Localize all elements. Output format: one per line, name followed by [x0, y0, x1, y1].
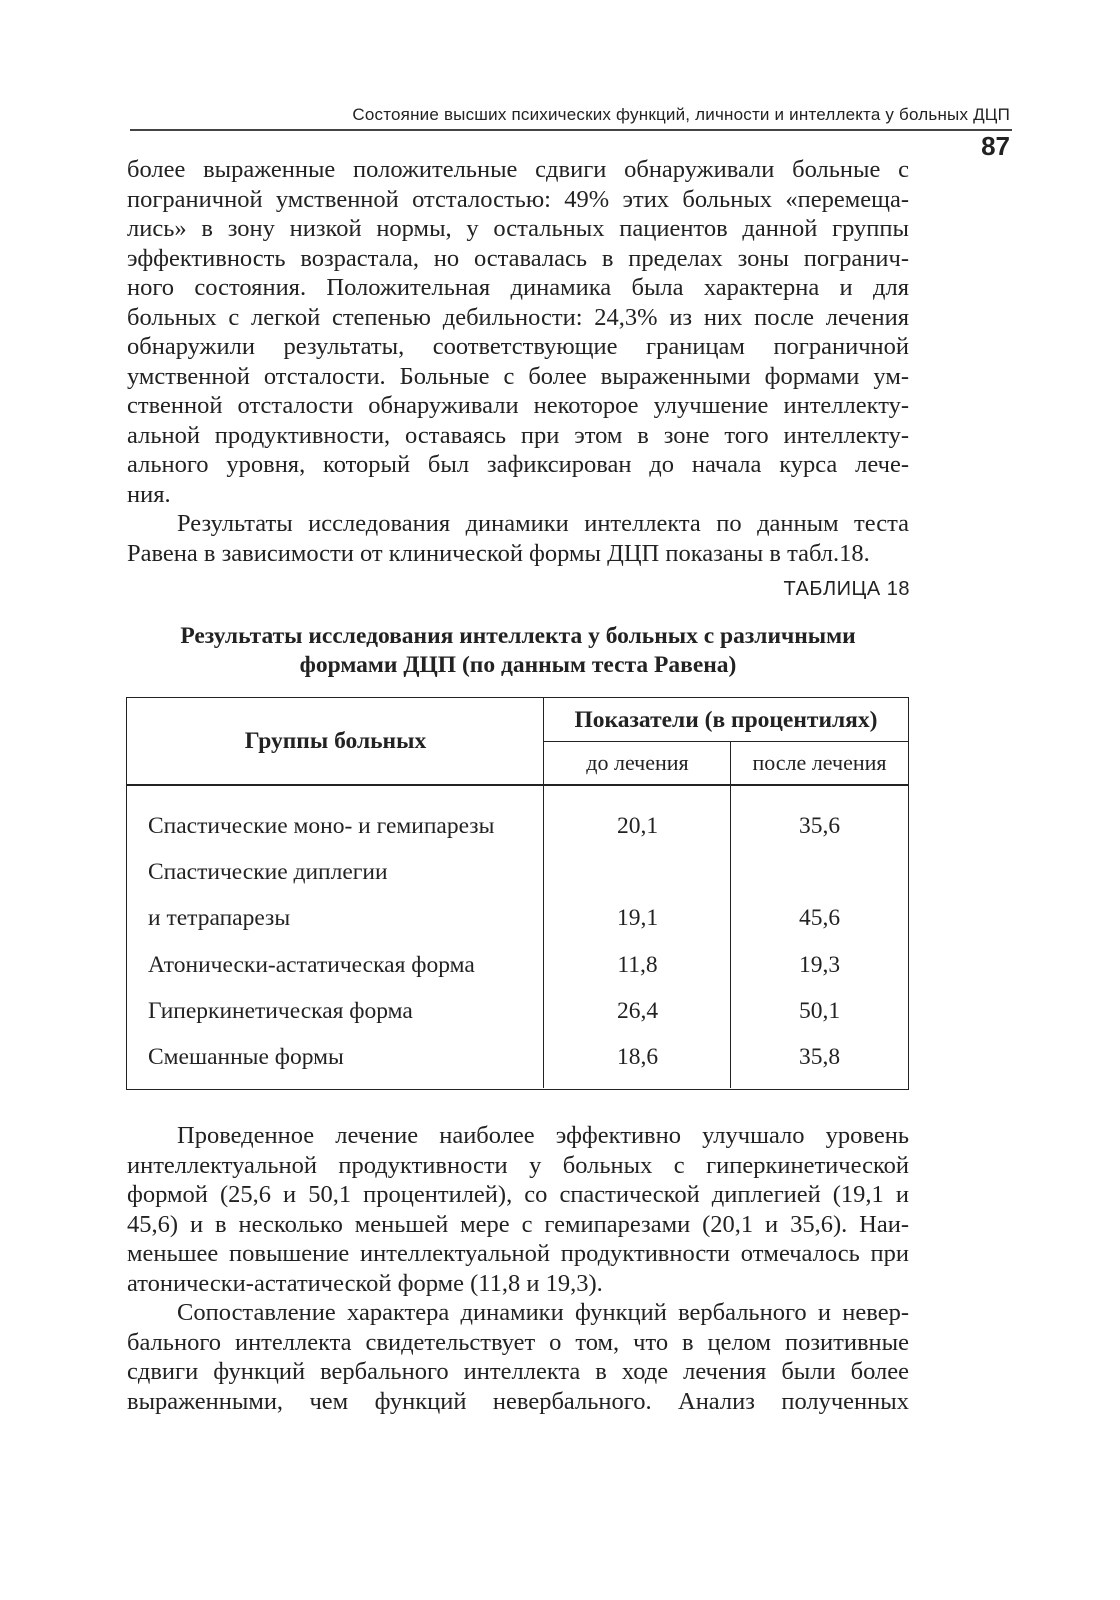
text-line: ного состояния. Положительная динамика была характерна и для	[127, 274, 909, 301]
value-after: 50,1	[798, 998, 841, 1024]
table-title	[127, 622, 909, 680]
text-line: бального интеллекта свидетельствует о том, что в целом позитивные	[127, 1328, 909, 1356]
text-line: Проведенное лечение наиболее эффективно улучшало уровень	[177, 1122, 909, 1149]
row-label: и тетрапарезы	[148, 905, 291, 931]
text-line: выраженными, чем функций невербального. Анализ полученных	[127, 1387, 909, 1415]
table-title-line: Результаты исследования интеллекта у больных с различными	[180, 623, 856, 649]
value-before: 11,8	[617, 952, 658, 978]
text-line: лись» в зону низкой нормы, у остальных пациентов данной группы	[127, 215, 909, 242]
text-line: пограничной умственной отсталостью: 49% этих больных «перемеща-	[127, 185, 909, 213]
row-label: Смешанные формы	[148, 1044, 344, 1070]
page-number: 87	[981, 131, 1010, 161]
table-title-line: формами ДЦП (по данным теста Равена)	[299, 652, 737, 678]
value-after: 19,3	[798, 952, 841, 978]
text-line: формой (25,6 и 50,1 процентилей), со спастической диплегией (19,1 и	[127, 1181, 909, 1208]
paragraph-4	[127, 1298, 909, 1416]
text-line: Результаты исследования динамики интеллекта по данным теста	[177, 510, 909, 537]
table-label: ТАБЛИЦА 18	[783, 578, 910, 600]
column-divider	[543, 698, 544, 1088]
text-line: альной продуктивности, оставаясь при этом в зоне того интеллекту-	[127, 421, 909, 449]
row-label: Гиперкинетическая форма	[148, 998, 413, 1024]
header-subrule	[544, 741, 908, 742]
paragraph-1	[127, 155, 909, 509]
value-after: 35,8	[798, 1044, 841, 1070]
row-label: Спастические моно- и гемипарезы	[148, 813, 495, 839]
row-label: Спастические диплегии	[148, 859, 388, 885]
text-line: сдвиги функций вербального интеллекта в ходе лечения были более	[127, 1358, 909, 1385]
value-after: 45,6	[798, 905, 841, 931]
text-line: ственной отсталости обнаруживали некоторое улучшение интеллекту-	[127, 392, 909, 419]
text-line: интеллектуальной продуктивности у больных с гиперкинетической	[127, 1151, 909, 1179]
text-line: более выраженные положительные сдвиги обнаруживали больные с	[127, 156, 909, 183]
header-after: после лечения	[752, 750, 887, 775]
paragraph-3	[127, 1121, 909, 1298]
text-line: умственной отсталости. Больные с более выраженными формами ум-	[127, 362, 909, 390]
header-rule	[130, 129, 1012, 131]
running-header: Состояние высших психических функций, личности и интеллекта у больных ДЦП	[352, 105, 1010, 124]
text-line: Сопоставление характера динамики функций вербального и невер-	[177, 1299, 909, 1326]
value-before: 20,1	[616, 813, 659, 839]
header-groups: Группы больных	[244, 727, 427, 754]
header-bottom-rule	[127, 784, 908, 786]
value-after: 35,6	[798, 813, 841, 839]
text-line: обнаружили результаты, соответствующие границам пограничной	[127, 333, 909, 360]
paragraph-2	[127, 509, 909, 568]
text-line: ния.	[127, 480, 171, 508]
text-line: Равена в зависимости от клинической формы ДЦП показаны в табл.18.	[127, 539, 870, 567]
row-label: Атонически-астатическая форма	[148, 952, 475, 978]
text-line: меньшее повышение интеллектуальной продуктивности отмечалось при	[127, 1240, 909, 1267]
text-line: больных с легкой степенью дебильности: 24,3% из них после лечения	[127, 303, 909, 331]
value-before: 18,6	[616, 1044, 659, 1070]
header-indicators: Показатели (в процентилях)	[574, 706, 878, 733]
header-before: до лечения	[586, 750, 689, 775]
text-line: эффективность возрастала, но оставалась в пределах зоны погранич-	[127, 244, 909, 272]
text-line: 45,6) и в несколько меньшей мере с гемипарезами (20,1 и 35,6). Наи-	[127, 1210, 909, 1238]
value-before: 19,1	[616, 905, 659, 931]
value-before: 26,4	[616, 998, 659, 1024]
text-line: атонически-астатической форме (11,8 и 19,3).	[127, 1269, 603, 1297]
text-line: ального уровня, который был зафиксирован до начала курса лече-	[127, 451, 909, 478]
results-table	[126, 697, 909, 1090]
